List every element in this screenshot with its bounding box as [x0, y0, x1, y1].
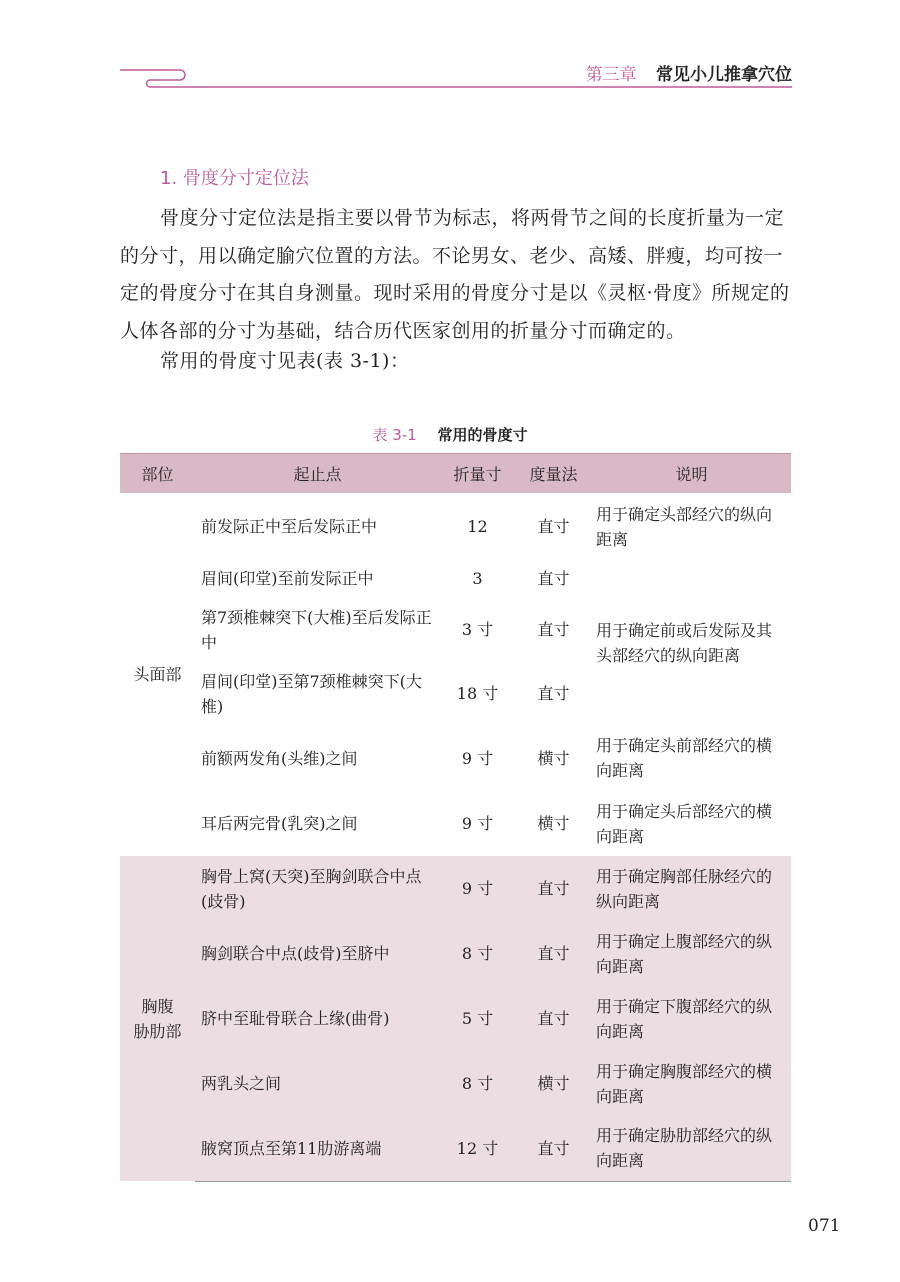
- table-row: [120, 856, 791, 921]
- part-cell-chest: [120, 856, 195, 1181]
- part-cell-head: 头面部: [133, 665, 182, 684]
- range-cell: 第7颈椎棘突下(大椎)至后发际正中: [201, 607, 432, 652]
- table-row: [120, 560, 791, 597]
- note-cell: 用于确定胸腹部经穴的横向距离: [592, 1051, 791, 1116]
- table-row: [120, 791, 791, 856]
- range-cell: 前发际正中至后发际正中: [201, 517, 378, 536]
- note-cell: 用于确定胁肋部经穴的纵向距离: [592, 1116, 791, 1181]
- table-caption: [0, 424, 900, 445]
- header-decoration: [0, 0, 900, 100]
- num-cell: 3 寸: [461, 620, 494, 639]
- col-header-range: 起止点: [195, 454, 440, 494]
- method-cell: 横寸: [537, 748, 570, 768]
- note-cell: 用于确定下腹部经穴的纵向距离: [592, 986, 791, 1051]
- body-paragraph-1: 骨度分寸定位法是指主要以骨节为标志，将两骨节之间的长度折量为一定的分寸，用以确定腧穴位置的方法。不论男女、老少、高矮、胖瘦，均可按一定的骨度分寸在其自身测量。现时采用的骨度分寸是以《灵枢·骨度》所规定的人体各部的分寸为基础，结合历代医家创用的折量分寸而确定的。: [120, 207, 790, 342]
- method-cell: 直寸: [515, 1116, 592, 1181]
- table-number: 表 3-1: [372, 426, 417, 444]
- bone-measure-table: [120, 453, 791, 1182]
- chapter-number: 第三章: [585, 65, 637, 85]
- col-header-note: 说明: [592, 454, 791, 494]
- section-heading: 1. 骨度分寸定位法: [160, 168, 309, 189]
- table-row: [120, 493, 791, 560]
- num-cell: 8 寸: [440, 921, 515, 986]
- method-cell: 横寸: [537, 814, 570, 833]
- num-cell: 12 寸: [440, 1116, 515, 1181]
- num-cell: 18 寸: [456, 684, 499, 703]
- range-cell: 脐中至耻骨联合上缘(曲骨): [195, 986, 440, 1051]
- col-header-method: 度量法: [515, 454, 592, 494]
- page-header: [0, 0, 900, 100]
- chapter-title: 常见小儿推拿穴位: [656, 65, 792, 85]
- method-cell: 直寸: [537, 569, 570, 588]
- num-cell: 12: [467, 517, 488, 536]
- table-title: 常用的骨度寸: [437, 426, 528, 444]
- table-row: [120, 725, 791, 791]
- method-cell: 直寸: [537, 620, 570, 639]
- part-label-line2: 胁肋部: [133, 1021, 182, 1041]
- range-cell: 眉间(印堂)至前发际正中: [201, 569, 374, 588]
- num-cell: 9 寸: [461, 814, 494, 833]
- num-cell: 9 寸: [440, 856, 515, 921]
- table-header-row: [120, 454, 791, 494]
- num-cell: 9 寸: [461, 748, 494, 768]
- range-cell: 前额两发角(头维)之间: [201, 748, 358, 768]
- part-label-line1: 胸腹: [141, 996, 174, 1016]
- range-cell: 胸骨上窝(天突)至胸剑联合中点(歧骨): [195, 856, 440, 921]
- table-row: [120, 921, 791, 986]
- method-cell: 直寸: [537, 517, 570, 536]
- num-cell: 5 寸: [440, 986, 515, 1051]
- note-cell: 用于确定头后部经穴的横向距离: [596, 801, 773, 846]
- range-cell: 耳后两完骨(乳突)之间: [201, 814, 358, 833]
- method-cell: 直寸: [515, 856, 592, 921]
- method-cell: 横寸: [515, 1051, 592, 1116]
- note-cell: 用于确定头前部经穴的横向距离: [596, 736, 773, 780]
- table-row: [120, 1116, 791, 1181]
- num-cell: 8 寸: [440, 1051, 515, 1116]
- table-row: [120, 1051, 791, 1116]
- num-cell: 3: [472, 569, 483, 588]
- page-number: 071: [808, 1216, 841, 1236]
- range-cell: 眉间(印堂)至第7颈椎棘突下(大椎): [201, 671, 422, 716]
- range-cell: 胸剑联合中点(歧骨)至脐中: [195, 921, 440, 986]
- range-cell: 腋窝顶点至第11肋游离端: [195, 1116, 440, 1181]
- note-cell: 用于确定头部经穴的纵向距离: [596, 504, 773, 549]
- col-header-num: 折量寸: [440, 454, 515, 494]
- method-cell: 直寸: [515, 921, 592, 986]
- col-header-part: 部位: [120, 454, 195, 494]
- note-cell: 用于确定上腹部经穴的纵向距离: [592, 921, 791, 986]
- note-cell: 用于确定前或后发际及其头部经穴的纵向距离: [596, 620, 773, 665]
- body-paragraph-2: 常用的骨度寸见表(表 3-1)：: [160, 350, 410, 372]
- running-head: [586, 60, 792, 85]
- method-cell: 直寸: [537, 684, 570, 703]
- note-cell: 用于确定胸部任脉经穴的纵向距离: [592, 856, 791, 921]
- table-row: [120, 986, 791, 1051]
- method-cell: 直寸: [515, 986, 592, 1051]
- range-cell: 两乳头之间: [195, 1051, 440, 1116]
